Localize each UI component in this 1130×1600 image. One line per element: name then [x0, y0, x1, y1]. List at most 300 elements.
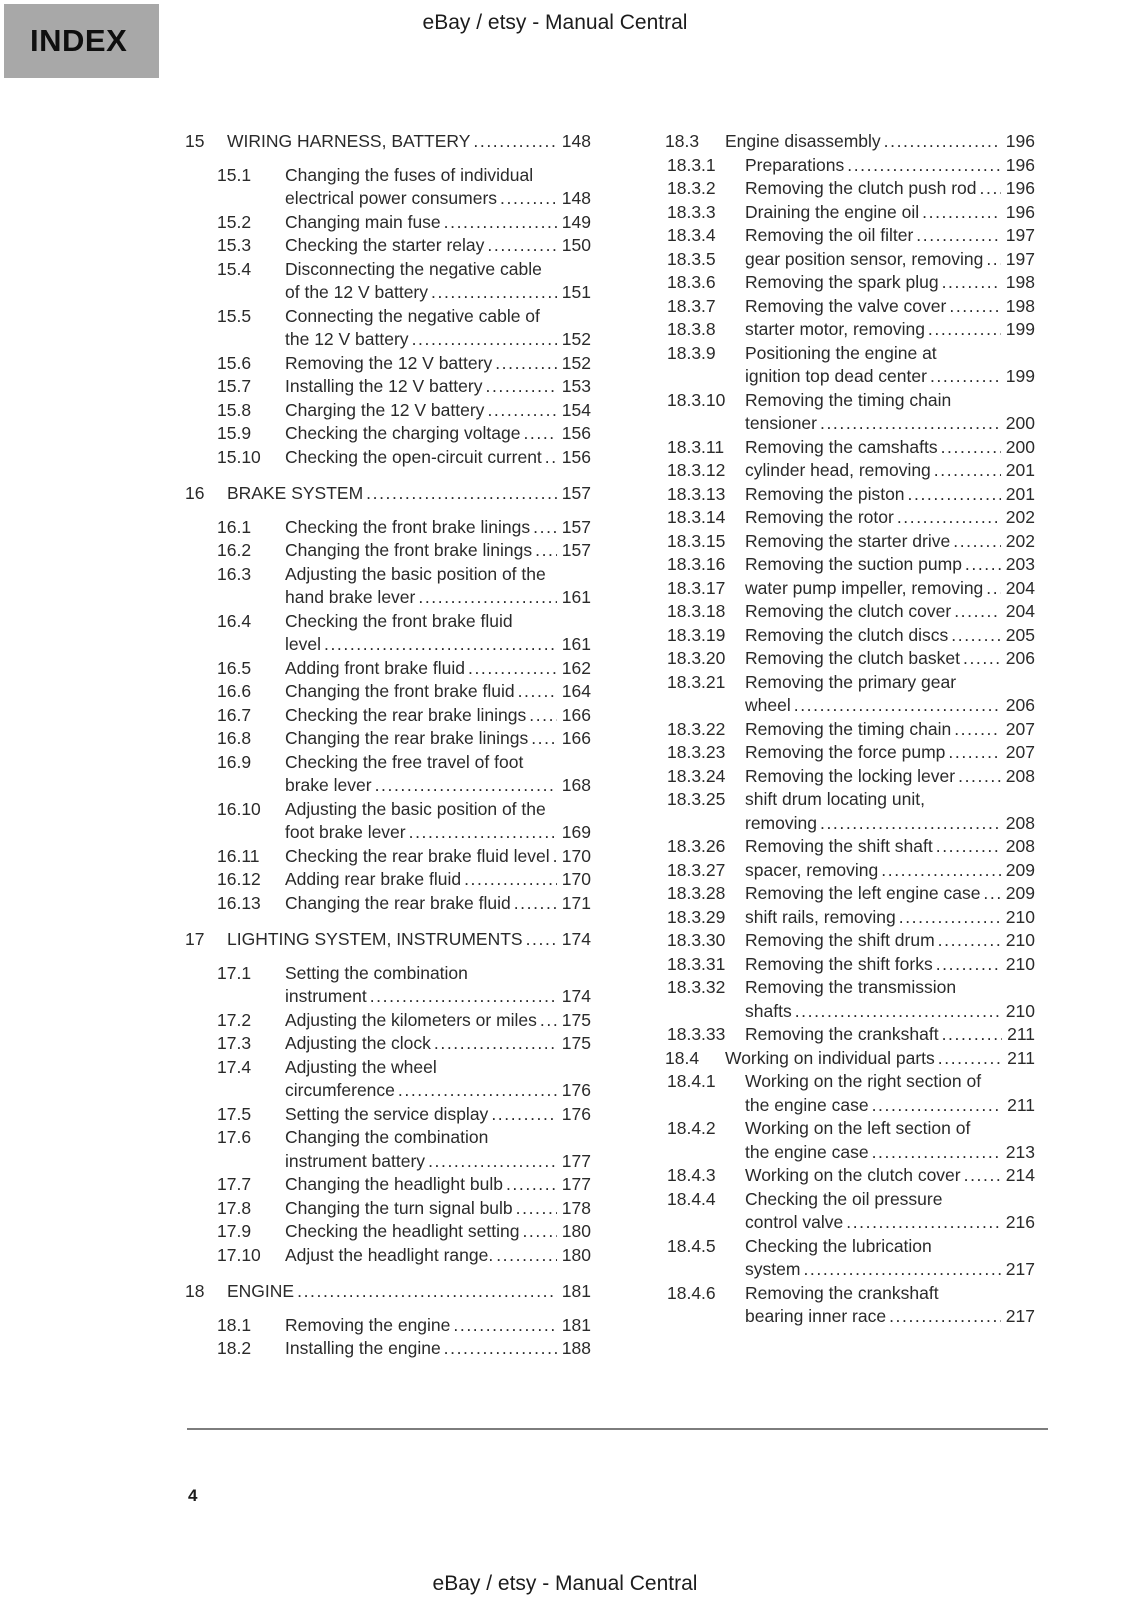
dot-leader: [820, 412, 1001, 436]
toc-entry-number: 16.12: [217, 869, 261, 889]
toc-entry: [665, 436, 1035, 460]
toc-entry-line: [745, 1000, 1035, 1024]
page-number: 4: [188, 1486, 198, 1505]
toc-entry-number: 17.6: [217, 1127, 252, 1147]
toc-entry: [665, 953, 1035, 977]
toc-entry-number: 18.4.6: [667, 1282, 716, 1303]
toc-entry-title: Removing the timing chain: [745, 389, 952, 410]
toc-entry-title: Checking the lubrication: [745, 1235, 932, 1256]
toc-entry-number: 15.2: [217, 211, 252, 232]
toc-entry-number: 18.4.2: [667, 1118, 716, 1138]
toc-entry-line: [745, 882, 1035, 906]
toc-entry-title: Adding rear brake fluid: [285, 869, 462, 889]
toc-entry-title: Checking the charging voltage: [285, 423, 521, 443]
dot-leader: [398, 1079, 557, 1103]
toc-entry-line: [285, 516, 591, 540]
toc-entry: [185, 1197, 591, 1221]
toc-entry-line: [285, 1056, 591, 1080]
toc-entry-title: Removing the crankshaft: [745, 1282, 939, 1303]
toc-entry-page: 148: [561, 131, 591, 151]
toc-entry-page: 208: [1005, 836, 1035, 856]
toc-entry-page: 196: [1005, 131, 1035, 151]
toc-entry-body: [745, 436, 1035, 460]
dot-leader: [545, 446, 557, 470]
toc-entry-number: 16.8: [217, 728, 252, 748]
toc-entry-line: [745, 741, 1035, 765]
toc-entry-line: [285, 633, 591, 657]
toc-entry-line: [745, 1023, 1035, 1047]
toc-entry: [665, 1164, 1035, 1188]
toc-entry-line: [745, 647, 1035, 671]
toc-entry-body: [745, 1282, 1035, 1329]
toc-entry-line: [285, 727, 591, 751]
toc-entry: [185, 657, 591, 681]
dot-leader: [953, 530, 1001, 554]
dot-leader: [941, 436, 1001, 460]
toc-entry-line: [285, 1197, 591, 1221]
dot-leader: [938, 1047, 1002, 1071]
toc-entry-title: of the 12 V battery: [285, 282, 429, 302]
toc-entry-body: [745, 906, 1035, 930]
toc-entry-title: bearing inner race: [745, 1306, 887, 1326]
toc-entry-line: [745, 671, 1035, 695]
toc-entry-number: 18.3.6: [667, 272, 716, 292]
toc-entry-title: Working on individual parts: [725, 1047, 935, 1068]
toc-entry-line: [725, 130, 1035, 154]
toc-entry-line: [285, 1314, 591, 1338]
toc-entry-body: [745, 1188, 1035, 1235]
toc-entry-number: 18.3.3: [667, 201, 716, 222]
toc-entry-number: 16.1: [217, 516, 252, 537]
toc-entry-title: Installing the 12 V battery: [285, 376, 483, 396]
toc-entry: [185, 1009, 591, 1033]
toc-entry-line: [745, 365, 1035, 389]
toc-entry-line: [745, 318, 1035, 342]
toc-entry-title: Removing the crankshaft: [745, 1024, 939, 1044]
toc-entry-line: [745, 600, 1035, 624]
toc-entry-page: 166: [561, 704, 591, 725]
dot-leader: [431, 281, 557, 305]
toc-entry-body: [285, 1032, 591, 1056]
toc-column-right: [665, 130, 1035, 1329]
toc-entry-number: 18.3.13: [667, 483, 726, 504]
dot-leader: [514, 892, 557, 916]
dot-leader: [523, 422, 556, 446]
toc-entry-line: [745, 553, 1035, 577]
toc-entry-title: Adjusting the kilometers or miles: [285, 1009, 537, 1030]
toc-entry-title: Checking the free travel of foot: [285, 751, 524, 772]
toc-entry-body: [285, 234, 591, 258]
toc-entry-body: [745, 577, 1035, 601]
toc-entry-body: [745, 741, 1035, 765]
toc-entry-line: [285, 164, 591, 188]
dot-leader: [942, 1023, 1003, 1047]
toc-entry-number: 16.2: [217, 540, 252, 560]
toc-entry-number: 18.3.30: [667, 930, 726, 950]
toc-entry-body: [745, 835, 1035, 859]
toc-entry-body: [745, 1164, 1035, 1188]
toc-entry-number: 16.7: [217, 704, 252, 725]
toc-entry-page: 210: [1005, 930, 1035, 950]
toc-entry-line: [285, 704, 591, 728]
toc-entry-title: the engine case: [745, 1094, 869, 1115]
toc-entry-body: [745, 248, 1035, 272]
toc-entry-line: [745, 577, 1035, 601]
toc-entry-page: 162: [561, 657, 591, 678]
toc-entry-title: ignition top dead center: [745, 366, 927, 386]
toc-entry: [185, 845, 591, 869]
toc-entry-title: starter motor, removing: [745, 319, 925, 339]
toc-entry-body: [745, 976, 1035, 1023]
toc-entry-line: [285, 399, 591, 423]
toc-entry-body: [285, 680, 591, 704]
toc-entry-page: 171: [561, 892, 591, 913]
toc-entry-number: 16.10: [217, 798, 261, 819]
toc-entry-body: [285, 1197, 591, 1221]
toc-entry-body: [745, 459, 1035, 483]
toc-entry-title: Removing the starter drive: [745, 530, 951, 551]
toc-entry-line: [285, 1032, 591, 1056]
toc-entry-title: shafts: [745, 1000, 792, 1021]
toc-entry-page: 177: [561, 1174, 591, 1194]
dot-leader: [942, 271, 1001, 295]
toc-entry-page: 200: [1005, 436, 1035, 457]
toc-entry-title: WIRING HARNESS, BATTERY: [227, 131, 471, 151]
toc-entry: [185, 234, 591, 258]
toc-entry: [665, 1188, 1035, 1235]
toc-entry-title: Draining the engine oil: [745, 201, 920, 222]
toc-entry-title: Preparations: [745, 154, 845, 175]
dot-leader: [964, 1164, 1001, 1188]
toc-entry: [185, 610, 591, 657]
toc-entry-body: [285, 1103, 591, 1127]
toc-entry-line: [285, 187, 591, 211]
toc-entry: [665, 882, 1035, 906]
toc-entry-number: 18.3.24: [667, 765, 726, 786]
dot-leader: [418, 586, 556, 610]
dot-leader: [872, 1141, 1001, 1165]
toc-entry-page: 151: [561, 282, 591, 302]
toc-entry-title: water pump impeller, removing: [745, 577, 984, 598]
toc-entry-body: [227, 928, 591, 952]
toc-entry: [665, 201, 1035, 225]
toc-entry-title: shift rails, removing: [745, 906, 896, 927]
toc-entry-body: [285, 892, 591, 916]
toc-entry-page: 208: [1005, 765, 1035, 786]
toc-entry-page: 168: [561, 775, 591, 795]
toc-entry: [185, 516, 591, 540]
toc-entry-title: cylinder head, removing: [745, 460, 931, 480]
toc-entry: [185, 727, 591, 751]
toc-entry-number: 16.11: [217, 845, 260, 866]
toc-entry-number: 18.4.3: [667, 1165, 716, 1185]
toc-entry: [665, 295, 1035, 319]
dot-leader: [529, 704, 557, 728]
toc-entry-page: 207: [1005, 742, 1035, 762]
toc-entry-title: Checking the headlight setting: [285, 1221, 520, 1241]
toc-entry-title: Removing the rotor: [745, 507, 894, 527]
toc-entry-page: 197: [1005, 225, 1035, 245]
toc-entry-number: 18.3.19: [667, 624, 726, 645]
toc-entry-line: [745, 248, 1035, 272]
toc-entry-body: [285, 1173, 591, 1197]
toc-entry-line: [227, 928, 591, 952]
toc-entry-page: 214: [1005, 1165, 1035, 1185]
toc-entry-body: [745, 177, 1035, 201]
dot-leader: [986, 248, 1000, 272]
toc-entry-line: [745, 835, 1035, 859]
toc-entry-number: 18.3.23: [667, 742, 726, 762]
toc-entry-number: 15: [185, 131, 205, 151]
toc-entry-title: Positioning the engine at: [745, 342, 937, 363]
toc-entry-title: LIGHTING SYSTEM, INSTRUMENTS: [227, 929, 523, 949]
toc-entry-line: [745, 765, 1035, 789]
toc-entry-page: 175: [561, 1009, 591, 1030]
toc-entry-line: [745, 624, 1035, 648]
toc-entry: [665, 553, 1035, 577]
toc-entry-line: [745, 483, 1035, 507]
toc-entry-body: [725, 1047, 1035, 1071]
toc-entry-title: Working on the left section of: [745, 1118, 971, 1138]
toc-entry-line: [745, 271, 1035, 295]
header-title: eBay / etsy - Manual Central: [422, 11, 688, 34]
toc-entry-number: 17.3: [217, 1033, 252, 1053]
toc-entry-title: Changing main fuse: [285, 211, 441, 232]
toc-entry-number: 18.3.9: [667, 342, 716, 363]
toc-entry-body: [285, 422, 591, 446]
toc-entry-number: 18.4.1: [667, 1071, 716, 1091]
toc-entry-page: 202: [1005, 507, 1035, 527]
toc-entry-page: 181: [561, 1281, 591, 1301]
toc-entry-number: 18.3.20: [667, 648, 726, 668]
toc-entry-line: [745, 530, 1035, 554]
toc-entry: [185, 258, 591, 305]
toc-entry-title: Removing the oil filter: [745, 225, 914, 245]
toc-entry: [665, 647, 1035, 671]
dot-leader: [951, 624, 1001, 648]
toc-entry: [185, 1220, 591, 1244]
toc-entry-body: [285, 751, 591, 798]
toc-entry-title: Changing the rear brake linings: [285, 728, 529, 748]
toc-entry-line: [285, 892, 591, 916]
toc-entry-body: [745, 295, 1035, 319]
toc-entry-title: Changing the front brake fluid: [285, 681, 515, 701]
toc-entry: [665, 624, 1035, 648]
toc-entry-body: [745, 929, 1035, 953]
dot-leader: [496, 1244, 557, 1268]
toc-entry: [185, 1244, 591, 1268]
toc-entry: [185, 1126, 591, 1173]
toc-entry-line: [745, 694, 1035, 718]
toc-entry-line: [285, 1126, 591, 1150]
toc-entry-line: [285, 845, 591, 869]
toc-entry-page: 202: [1005, 530, 1035, 551]
toc-entry-line: [285, 1337, 591, 1361]
toc-entry-number: 18.3.18: [667, 601, 726, 621]
toc-entry-page: 198: [1005, 272, 1035, 292]
toc-entry-title: Removing the clutch push rod: [745, 178, 977, 198]
toc-entry-line: [285, 1150, 591, 1174]
toc-entry: [665, 248, 1035, 272]
toc-entry-body: [285, 539, 591, 563]
toc-entry-line: [745, 1235, 1035, 1259]
toc-entry: [665, 718, 1035, 742]
toc-entry-number: 18.3.15: [667, 530, 726, 551]
toc-entry-title: Engine disassembly: [725, 131, 881, 151]
toc-entry: [665, 130, 1035, 154]
toc-entry-line: [285, 375, 591, 399]
toc-entry-title: wheel: [745, 695, 791, 715]
toc-entry-line: [285, 539, 591, 563]
toc-entry-page: 209: [1005, 883, 1035, 903]
toc-entry: [665, 906, 1035, 930]
dot-leader: [820, 812, 1001, 836]
toc-entry-number: 17.10: [217, 1244, 261, 1265]
dot-leader: [889, 1305, 1001, 1329]
footer-title: eBay / etsy - Manual Central: [432, 1572, 698, 1595]
toc-entry-line: [285, 751, 591, 775]
toc-entry: [185, 798, 591, 845]
toc-entry-body: [285, 164, 591, 211]
toc-entry: [185, 1173, 591, 1197]
toc-entry-body: [285, 962, 591, 1009]
toc-entry-title: Working on the clutch cover: [745, 1165, 961, 1185]
toc-entry: [185, 892, 591, 916]
toc-entry-page: 176: [561, 1103, 591, 1124]
toc-entry-number: 17.9: [217, 1221, 252, 1241]
toc-entry: [185, 751, 591, 798]
dot-leader: [553, 845, 557, 869]
toc-entry-line: [285, 1009, 591, 1033]
dot-leader: [518, 680, 557, 704]
toc-entry-line: [745, 506, 1035, 530]
dot-leader: [444, 1337, 557, 1361]
dot-leader: [485, 375, 556, 399]
toc-entry-body: [285, 211, 591, 235]
toc-entry-title: removing: [745, 812, 817, 833]
dot-leader: [464, 868, 557, 892]
toc-entry-body: [745, 318, 1035, 342]
toc-entry-body: [725, 130, 1035, 154]
toc-entry: [665, 1117, 1035, 1164]
toc-entry-line: [285, 352, 591, 376]
toc-entry-line: [285, 962, 591, 986]
footer-divider: [187, 1428, 1048, 1430]
toc-entry-number: 18.3.21: [667, 671, 726, 692]
toc-entry-number: 17: [185, 929, 205, 949]
toc-entry-page: 153: [561, 376, 591, 396]
toc-entry-number: 15.6: [217, 352, 252, 373]
toc-entry-line: [745, 718, 1035, 742]
toc-entry-page: 210: [1005, 953, 1035, 974]
toc-entry-body: [285, 1009, 591, 1033]
toc-entry-title: Removing the valve cover: [745, 295, 947, 316]
toc-entry-number: 18.3: [665, 131, 700, 151]
toc-entry-line: [745, 342, 1035, 366]
dot-leader: [444, 211, 557, 235]
toc-entry-title: electrical power consumers: [285, 188, 498, 208]
toc-entry-line: [745, 1258, 1035, 1282]
toc-entry-title: Disconnecting the negative cable: [285, 258, 542, 279]
toc-entry-line: [285, 680, 591, 704]
toc-entry-page: 211: [1007, 1047, 1035, 1068]
toc-entry-page: 150: [561, 235, 591, 255]
toc-entry-line: [745, 859, 1035, 883]
toc-entry-page: 208: [1005, 812, 1035, 833]
dot-leader: [533, 516, 557, 540]
toc-entry-page: 157: [561, 516, 591, 537]
toc-entry-title: Installing the engine: [285, 1338, 441, 1358]
toc-entry-title: instrument: [285, 986, 367, 1006]
toc-entry-line: [227, 482, 591, 506]
toc-entry-body: [745, 201, 1035, 225]
dot-leader: [500, 187, 557, 211]
toc-entry-line: [745, 788, 1035, 812]
toc-entry-line: [285, 305, 591, 329]
dot-leader: [794, 694, 1001, 718]
toc-entry-page: 196: [1005, 154, 1035, 175]
toc-entry-body: [285, 845, 591, 869]
toc-entry-title: Adjust the headlight range.: [285, 1244, 494, 1265]
toc-entry-line: [285, 1103, 591, 1127]
toc-entry-body: [745, 1235, 1035, 1282]
toc-entry-number: 18.3.8: [667, 319, 716, 339]
dot-leader: [847, 154, 1001, 178]
toc-entry: [185, 352, 591, 376]
toc-entry-body: [285, 657, 591, 681]
toc-entry: [185, 539, 591, 563]
toc-entry: [665, 1023, 1035, 1047]
toc-entry-line: [285, 1220, 591, 1244]
toc-entry-number: 18.4: [665, 1047, 700, 1068]
toc-entry-number: 18.1: [217, 1314, 252, 1335]
toc-entry-title: BRAKE SYSTEM: [227, 483, 364, 503]
toc-entry-title: shift drum locating unit,: [745, 789, 925, 809]
toc-entry: [665, 530, 1035, 554]
toc-entry-title: circumference: [285, 1080, 395, 1100]
dot-leader: [468, 657, 557, 681]
toc-entry-title: Removing the force pump: [745, 742, 946, 762]
toc-entry-title: tensioner: [745, 413, 817, 433]
toc-entry-body: [745, 671, 1035, 718]
toc-entry-page: 152: [561, 352, 591, 373]
toc-entry-line: [745, 1211, 1035, 1235]
toc-entry-page: 203: [1005, 554, 1035, 574]
toc-entry-number: 18.3.27: [667, 859, 726, 880]
toc-entry-number: 15.1: [217, 164, 252, 185]
toc-entry-line: [745, 436, 1035, 460]
toc-entry-title: the 12 V battery: [285, 329, 409, 349]
toc-entry-number: 15.9: [217, 423, 252, 443]
toc-entry-page: 200: [1005, 413, 1035, 433]
toc-entry: [665, 1070, 1035, 1117]
toc-entry-page: 161: [561, 587, 591, 607]
toc-entry-title: system: [745, 1259, 801, 1279]
toc-entry-body: [285, 375, 591, 399]
dot-leader: [934, 459, 1001, 483]
toc-entry-body: [227, 130, 591, 154]
dot-leader: [963, 647, 1001, 671]
toc-entry-line: [285, 985, 591, 1009]
toc-entry-line: [745, 201, 1035, 225]
toc-entry: [665, 271, 1035, 295]
dot-leader: [846, 1211, 1001, 1235]
toc-entry: [185, 422, 591, 446]
dot-leader: [375, 774, 557, 798]
toc-entry-line: [227, 130, 591, 154]
dot-leader: [434, 1032, 557, 1056]
toc-entry-body: [745, 882, 1035, 906]
